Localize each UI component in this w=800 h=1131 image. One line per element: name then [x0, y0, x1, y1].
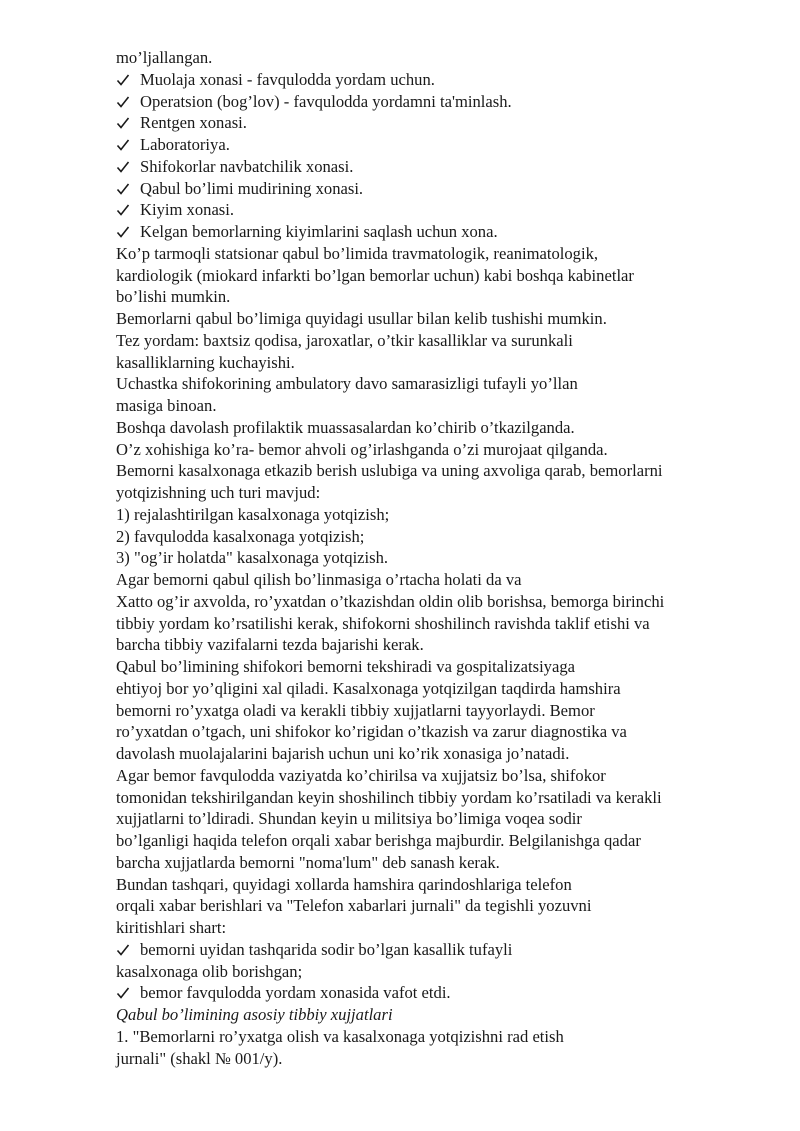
checklist-item [116, 939, 756, 961]
line-text: bemor favqulodda yordam xonasida vafot etdi. [140, 983, 451, 1003]
line-text: kasalliklarning kuchayishi. [116, 352, 295, 372]
text-line [116, 395, 756, 417]
line-text: 1. "Bemorlarni ro’yxatga olish va kasalxonaga yotqizishni rad etish [116, 1026, 564, 1046]
line-text: tomonidan tekshirilgandan keyin shoshilinch tibbiy yordam ko’rsatiladi va kerakli [116, 787, 662, 807]
line-text: Tez yordam: baxtsiz qodisa, jaroxatlar, o’tkir kasalliklar va surunkali [116, 330, 573, 350]
checklist-item [116, 91, 756, 113]
line-text: Laboratoriya. [140, 135, 230, 154]
line-text: mo’ljallangan. [116, 48, 213, 67]
text-line [116, 265, 756, 287]
line-text: Qabul bo’limi mudirining xonasi. [140, 178, 364, 198]
text-line [116, 352, 756, 374]
line-text: Qabul bo’limining asosiy tibbiy xujjatlari [116, 1005, 393, 1024]
text-line [116, 439, 756, 461]
text-line [116, 526, 756, 548]
line-text: kardiologik (miokard infarkti bo’lgan bemorlar uchun) kabi boshqa kabinetlar [116, 265, 634, 285]
text-line [116, 482, 756, 504]
text-line [116, 830, 756, 852]
line-text: ehtiyoj bor yo’qligini xal qiladi. Kasalxonaga yotqizilgan taqdirda hamshira [116, 678, 621, 698]
text-line [116, 634, 756, 656]
line-text: Kelgan bemorlarning kiyimlarini saqlash uchun xona. [140, 222, 498, 241]
line-text: Boshqa davolash profilaktik muassasalardan ko’chirib o’tkazilganda. [116, 417, 575, 437]
line-text: 2) favqulodda kasalxonaga yotqizish; [116, 526, 365, 546]
line-text: xujjatlarni to’ldiradi. Shundan keyin u militsiya bo’limiga voqea sodir [116, 809, 582, 829]
checkmark-icon [116, 156, 140, 178]
line-text: tibbiy yordam ko’rsatilishi kerak, shifokorni shoshilinch ravishda taklif etishi va [116, 613, 650, 633]
line-text: masiga binoan. [116, 396, 217, 415]
line-text: bo’lganligi haqida telefon orqali xabar berishga majburdir. Belgilanishga qadar [116, 831, 641, 850]
checklist-item [116, 69, 756, 91]
text-line [116, 961, 756, 983]
text-line [116, 1048, 756, 1070]
text-line [116, 656, 756, 678]
text-line [116, 917, 756, 939]
checkmark-icon [116, 939, 140, 961]
text-line [116, 569, 756, 591]
text-line [116, 286, 756, 308]
text-line [116, 613, 756, 635]
line-text: 3) "og’ir holatda" kasalxonaga yotqizish. [116, 548, 389, 568]
line-text: bemorni uyidan tashqarida sodir bo’lgan kasallik tufayli [140, 939, 513, 959]
text-line [116, 874, 756, 896]
line-text: Bundan tashqari, quyidagi xollarda hamshira qarindoshlariga telefon [116, 874, 572, 894]
line-text: Agar bemorni qabul qilish bo’linmasiga o’rtacha holati da va [116, 570, 522, 589]
text-line [116, 721, 756, 743]
checklist-item [116, 134, 756, 156]
text-line [116, 243, 756, 265]
line-text: barcha xujjatlarda bemorni "noma'lum" deb sanash kerak. [116, 852, 500, 872]
text-line [116, 808, 756, 830]
line-text: Kiyim xonasi. [140, 200, 235, 220]
line-text: 1) rejalashtirilgan kasalxonaga yotqizish; [116, 504, 390, 524]
text-line [116, 417, 756, 439]
checklist-item [116, 112, 756, 134]
checkmark-icon [116, 199, 140, 221]
section-heading [116, 1004, 756, 1026]
line-text: Muolaja xonasi - favqulodda yordam uchun. [140, 69, 435, 89]
checkmark-icon [116, 982, 140, 1004]
text-line [116, 700, 756, 722]
line-text: yotqizishning uch turi mavjud: [116, 483, 321, 502]
text-line [116, 765, 756, 787]
text-line [116, 1026, 756, 1048]
line-text: kasalxonaga olib borishgan; [116, 961, 303, 981]
line-text: O’z xohishiga ko’ra- bemor ahvoli og’irlashganda o’zi murojaat qilganda. [116, 439, 608, 459]
text-line [116, 852, 756, 874]
checklist-item [116, 178, 756, 200]
checklist-item [116, 199, 756, 221]
checkmark-icon [116, 134, 140, 156]
line-text: davolash muolajalarini bajarish uchun uni ko’rik xonasiga jo’natadi. [116, 744, 570, 763]
checkmark-icon [116, 112, 140, 134]
line-text: Operatsion (bog’lov) - favqulodda yordamni ta'minlash. [140, 91, 512, 111]
line-text: Bemorlarni qabul bo’limiga quyidagi usullar bilan kelib tushishi mumkin. [116, 309, 607, 328]
text-line [116, 678, 756, 700]
line-text: jurnali" (shakl № 001/y). [116, 1048, 283, 1068]
text-line [116, 308, 756, 330]
checklist-item [116, 156, 756, 178]
line-text: Agar bemor favqulodda vaziyatda ko’chirilsa va xujjatsiz bo’lsa, shifokor [116, 765, 606, 785]
line-text: orqali xabar berishlari va "Telefon xabarlari jurnali" da tegishli yozuvni [116, 896, 592, 916]
text-line [116, 504, 756, 526]
text-line [116, 787, 756, 809]
line-text: Uchastka shifokorining ambulatory davo samarasizligi tufayli yo’llan [116, 374, 578, 394]
checkmark-icon [116, 69, 140, 91]
text-line [116, 47, 756, 69]
checkmark-icon [116, 91, 140, 113]
line-text: Rentgen xonasi. [140, 113, 247, 133]
line-text: Shifokorlar navbatchilik xonasi. [140, 156, 354, 176]
line-text: Ko’p tarmoqli statsionar qabul bo’limida travmatologik, reanimatologik, [116, 243, 599, 263]
document-page [116, 47, 756, 1069]
line-text: ro’yxatdan o’tgach, uni shifokor ko’rigidan o’tkazish va zarur diagnostika va [116, 722, 627, 742]
text-line [116, 895, 756, 917]
text-line [116, 547, 756, 569]
line-text: barcha tibbiy vazifalarni tezda bajarishi kerak. [116, 635, 424, 655]
line-text: bo’lishi mumkin. [116, 287, 231, 307]
checkmark-icon [116, 178, 140, 200]
text-line [116, 373, 756, 395]
text-line [116, 330, 756, 352]
text-line [116, 460, 756, 482]
line-text: bemorni ro’yxatga oladi va kerakli tibbiy xujjatlarni tayyorlaydi. Bemor [116, 700, 595, 720]
line-text: kiritishlari shart: [116, 918, 227, 937]
line-text: Qabul bo’limining shifokori bemorni tekshiradi va gospitalizatsiyaga [116, 657, 576, 676]
checkmark-icon [116, 221, 140, 243]
line-text: Bemorni kasalxonaga etkazib berish uslubiga va uning axvoliga qarab, bemorlarni [116, 461, 663, 481]
checklist-item [116, 982, 756, 1004]
text-line [116, 743, 756, 765]
checklist-item [116, 221, 756, 243]
text-line [116, 591, 756, 613]
line-text: Xatto og’ir axvolda, ro’yxatdan o’tkazishdan oldin olib borishsa, bemorga birinchi [116, 591, 665, 611]
